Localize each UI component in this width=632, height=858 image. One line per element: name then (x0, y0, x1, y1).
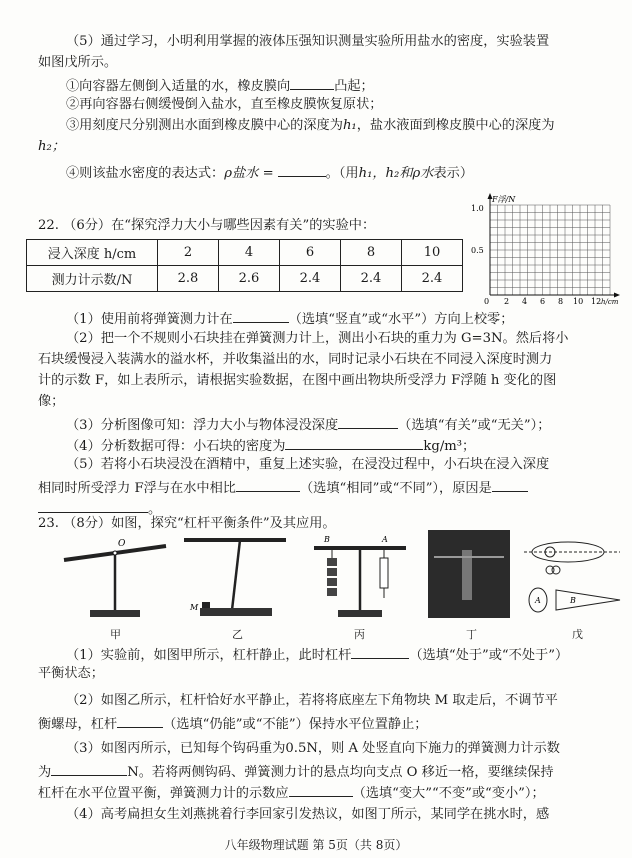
table-cell: 10 (402, 240, 463, 266)
table-cell: 2.8 (158, 266, 219, 292)
point-a-label: A (382, 535, 388, 544)
q22-p1-end: （选填“竖直”或“水平”）方向上校零； (288, 312, 514, 327)
table-row (27, 240, 463, 266)
table-header: 测力计示数/N (27, 266, 158, 292)
q23-p1-cont: 平衡状态； (38, 666, 104, 681)
figure-jia-lever (60, 530, 170, 620)
q21-step1-end: 凸起； (334, 79, 374, 94)
answer-blank[interactable] (278, 162, 326, 177)
answer-blank[interactable] (236, 477, 300, 492)
q23-p2-text: 衡螺母，杠杆 (38, 717, 118, 732)
q23-p1-end: （选填“处于”或“不处于”） (409, 648, 569, 663)
caption-jia: 甲 (110, 628, 121, 641)
q21-step2: ②再向容器右侧缓慢倒入盐水，直至橡皮膜恢复原状； (66, 97, 383, 112)
q23-p2-end: （选填“仍能”或“不能”）保持水平位置静止； (163, 717, 428, 732)
q23-title: 23. （8分）如图，探究“杠杆平衡条件”及其应用。 (38, 516, 336, 531)
var-h2: h₂； (38, 139, 65, 154)
q23-p1 (66, 644, 568, 665)
table-header: 浸入深度 h/cm (27, 240, 158, 266)
answer-blank[interactable] (289, 782, 353, 797)
shape-a-label: A (535, 596, 541, 605)
caption-bing: 丙 (354, 628, 365, 641)
table-cell: 2 (158, 240, 219, 266)
figure-bing-lever (310, 530, 410, 620)
q21-step4 (66, 162, 473, 183)
figure-ding-photo (428, 530, 510, 618)
buoyancy-graph-grid[interactable] (468, 193, 628, 309)
answer-blank[interactable] (290, 75, 334, 90)
q21-step3 (66, 117, 555, 135)
table-cell: 4 (219, 240, 280, 266)
q22-p5-l2 (38, 477, 528, 498)
q23-p3-text2: N。若将两侧钩码、弹簧测力计的悬点均向支点 O 移近一格，要继续保持 (127, 765, 554, 780)
q23-p2-cont (38, 713, 427, 734)
answer-blank[interactable] (351, 644, 409, 659)
q22-p2-l1: （2）把一个不规则小石块挂在弹簧测力计上，测出小石块的重力为 G=3N。然后将小 (66, 331, 569, 346)
answer-blank[interactable] (38, 498, 148, 513)
q23-p3-end: （选填“变大”“不变”或“变小”）； (352, 786, 545, 801)
y-tick: 1.0 (471, 204, 484, 213)
q22-p5-text2: （选填“相同”或“不同”），原因是 (299, 481, 492, 496)
q22-p3-end: （选填“有关”或“无关”）； (398, 418, 551, 433)
q21-step1 (66, 75, 374, 96)
q22-p4-text: （4）分析数据可得：小石块的密度为 (66, 439, 286, 454)
point-b-label: B (324, 535, 330, 544)
page-footer: 八年级物理试题 第 5页（共 8页） (224, 838, 408, 852)
table-cell: 2.6 (219, 266, 280, 292)
answer-blank[interactable] (492, 477, 528, 492)
fulcrum-label: O (118, 539, 126, 549)
q22-p5-text: 相同时所受浮力 F浮与在水中相比 (38, 481, 236, 496)
shape-b-label: B (570, 596, 576, 605)
x-tick: 12 (591, 297, 602, 306)
q23-p3-l2 (38, 761, 554, 782)
answer-blank[interactable] (233, 308, 289, 323)
x-tick: 4 (522, 297, 528, 306)
q21-step4-text2: 。（用 (325, 166, 359, 181)
answer-blank[interactable] (285, 435, 423, 450)
answer-blank[interactable] (338, 414, 398, 429)
q23-p1-text: （1）实验前，如图甲所示，杠杆静止，此时杠杆 (66, 648, 352, 663)
var-h1: h₁ (342, 118, 357, 133)
q21-step4-end: 表示） (433, 166, 474, 181)
block-m-label: M (190, 603, 199, 612)
q21-step3-text2: ，盐水液面到橡皮膜中心的深度为 (356, 118, 555, 133)
answer-blank[interactable] (117, 713, 163, 728)
figure-yi-lever (180, 530, 292, 620)
q23-p3-text3: 杠杆在水平位置平衡，弹簧测力计的示数应 (38, 786, 289, 801)
q23-p3: （3）如图丙所示，已知每个钩码重为0.5N，则 A 处竖直向下施力的弹簧测力计示数 (66, 741, 560, 756)
x-tick: 0 (484, 297, 490, 306)
table-cell: 2.4 (402, 266, 463, 292)
x-tick: 8 (558, 297, 564, 306)
table-cell: 8 (341, 240, 402, 266)
x-tick: 2 (504, 297, 510, 306)
q22-p2-l3: 计的示数 F，如上表所示，请根据实验数据，在图中画出物块所受浮力 F浮随 h 变化的图 (38, 373, 557, 388)
q22-p1-text: （1）使用前将弹簧测力计在 (66, 312, 233, 327)
q22-p2-l2: 石块缓慢浸入装满水的溢水杯，并收集溢出的水，同时记录小石块在不同浸入深度时测力 (38, 352, 553, 367)
x-tick: 10 (573, 297, 584, 306)
q23-p3-text: 为 (38, 765, 52, 780)
q21-p5-line1: （5）通过学习，小明利用掌握的液体压强知识测量实验所用盐水的密度，实验装置 (66, 34, 550, 49)
table-cell: 2.4 (280, 266, 341, 292)
graph-y-label: F浮/N (492, 195, 516, 204)
caption-ding: 丁 (466, 628, 477, 641)
q22-p1 (66, 308, 513, 329)
caption-yi: 乙 (232, 628, 243, 641)
answer-blank[interactable] (51, 761, 127, 776)
q21-step4-text: ④则该盐水密度的表达式： (66, 166, 225, 181)
q21-step1-text: ①向容器左侧倒入适量的水，橡皮膜向 (66, 79, 291, 94)
q23-p2: （2）如图乙所示，杠杆恰好水平静止，若将将底座左下角物块 M 取走后，不调节平 (66, 693, 558, 708)
q21-p5-line2: 如图戊所示。 (38, 55, 118, 70)
table-cell: 6 (280, 240, 341, 266)
x-tick: 6 (540, 297, 546, 306)
table-cell: 2.4 (341, 266, 402, 292)
vars: h₁，h₂和ρ水 (358, 166, 434, 181)
data-table (26, 239, 463, 292)
q23-p3-l3 (38, 782, 545, 803)
q21-step3-text: ③用刻度尺分别测出水面到橡皮膜中心的深度为 (66, 118, 343, 133)
q22-p5-l1: （5）若将小石块浸没在酒精中，重复上述实验，在浸没过程中，小石块在浸入深度 (66, 457, 550, 472)
caption-wu: 戊 (572, 628, 583, 641)
q22-p3-text: （3）分析图像可知：浮力大小与物体浸没深度 (66, 418, 339, 433)
q22-p2-l4: 像； (38, 394, 65, 409)
q22-title: 22. （6分）在“探究浮力大小与哪些因素有关”的实验中： (38, 218, 376, 233)
figure-wu-diagram (520, 530, 626, 626)
q22-p4-end: kg/m³； (423, 439, 476, 454)
graph-x-unit: h/cm (601, 298, 619, 306)
table-row (27, 266, 463, 292)
q22-p5-end: 。 (148, 502, 162, 517)
q21-step3-h2 (38, 138, 65, 156)
q23-p4: （4）高考扁担女生刘燕挑着行李回家引发热议，如图丁所示，某同学在挑水时，感 (66, 807, 550, 822)
y-tick: 0.5 (471, 246, 484, 255)
q22-p3 (66, 414, 550, 435)
rho-expression: ρ盐水 = (224, 166, 274, 181)
q22-p4 (66, 435, 475, 456)
